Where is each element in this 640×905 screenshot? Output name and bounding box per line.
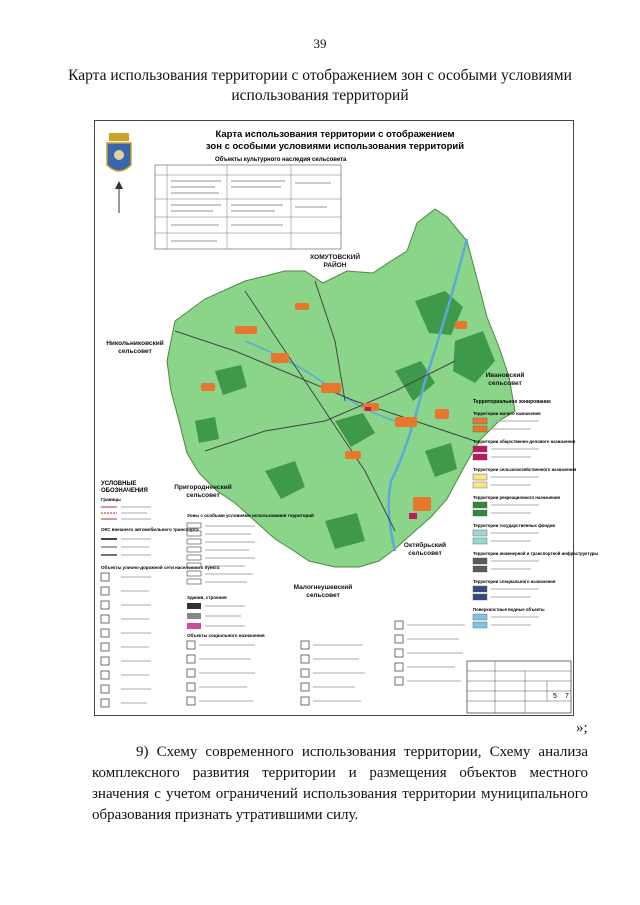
legend-zoning: Территориальное зонирование (473, 399, 551, 405)
stamp-sheets: 7 (565, 693, 569, 700)
closing-mark: »; (576, 720, 588, 736)
label-malogneushevsky: Малогнеушевский (293, 584, 353, 591)
legend-social: Объекты социального назначения (187, 633, 265, 638)
label-malogneushevsky-ss: сельсовет (306, 592, 340, 599)
zone-swatch (473, 446, 487, 452)
page-number: 39 (313, 36, 327, 51)
zone-label: Территории сельскохозяйственного назначения (473, 467, 577, 472)
zone-swatch (473, 418, 487, 424)
zone-label: Территории жилого назначения (473, 411, 541, 416)
zoning-legend (473, 399, 598, 628)
map-figure (94, 120, 599, 716)
zone-label: Территории специального назначения (473, 579, 556, 584)
map-svg (95, 121, 599, 717)
zone-swatch (473, 530, 487, 536)
zone-label: Территории государственных фондов (473, 523, 556, 528)
label-khomutovsky: ХОМУТОВСКИЙ (310, 254, 360, 261)
legend-title-2: ОБОЗНАЧЕНИЯ (101, 488, 148, 494)
label-khomutovsky-raion: РАЙОН (323, 262, 347, 269)
zone-swatch (473, 586, 487, 592)
coat-of-arms-icon (107, 133, 131, 171)
legend-title-1: УСЛОВНЫЕ (101, 481, 137, 487)
heritage-table-title: Объекты культурного наследия сельсовета (215, 157, 347, 163)
heritage-table (155, 156, 347, 249)
label-prigorodnensky-ss: сельсовет (186, 492, 220, 499)
legend-protection: Зоны с особыми условиями использования территорий (187, 513, 314, 518)
map-title-line2: зон с особыми условиями использования территорий (205, 141, 465, 152)
stamp-sheet: 5 (553, 693, 557, 700)
label-oktyabrsky-ss: сельсовет (408, 550, 442, 557)
paragraph-9: 9) Схему современного использования территории, Схему анализа комплексного развития территории и размещения объектов местного значения с учетом ограничений использования территории муниципального образования признать утратившими силу. (92, 744, 588, 823)
map-title-line1: Карта использования территории с отображением (215, 129, 455, 140)
zone-swatch (473, 454, 487, 460)
zone-label: Территории общественно-делового назначения (473, 439, 576, 444)
zone-swatch (473, 614, 487, 620)
zone-swatch (473, 594, 487, 600)
label-nikolnikovsky: Никольниковский (106, 340, 164, 347)
zone-swatch (473, 538, 487, 544)
zone-label: Территории инженерной и транспортной инфраструктуры (473, 551, 599, 556)
label-oktyabrsky: Октябрьский (403, 542, 447, 549)
zone-swatch (473, 566, 487, 572)
zone-swatch (473, 510, 487, 516)
zone-swatch (473, 482, 487, 488)
legend-transport: ОКС внешнего автомобильного транспорта (101, 527, 199, 532)
label-ivanovsky: Ивановский (485, 372, 525, 379)
label-nikolnikovsky-ss: сельсовет (118, 348, 152, 355)
legend-buildings: Здания, строения (187, 595, 227, 600)
zone-swatch (473, 474, 487, 480)
zone-label: Территории рекреационного назначения (473, 495, 560, 500)
legend-planning: Объекты улично-дорожной сети населенного пункта (101, 565, 220, 570)
zone-swatch (473, 558, 487, 564)
label-ivanovsky-ss: сельсовет (488, 380, 522, 387)
zones-list (473, 411, 598, 628)
legend-boundaries: Границы (101, 497, 121, 502)
document-title: Карта использования территории с отображением зон с особыми условиями использования территорий (68, 67, 572, 104)
label-prigorodnensky: Пригородненский (174, 484, 232, 491)
north-arrow-icon (115, 181, 123, 213)
zone-swatch (473, 426, 487, 432)
zone-label: Поверхностные водные объекты (473, 607, 545, 612)
title-block-stamp (467, 661, 571, 713)
zone-swatch (473, 622, 487, 628)
zone-swatch (473, 502, 487, 508)
